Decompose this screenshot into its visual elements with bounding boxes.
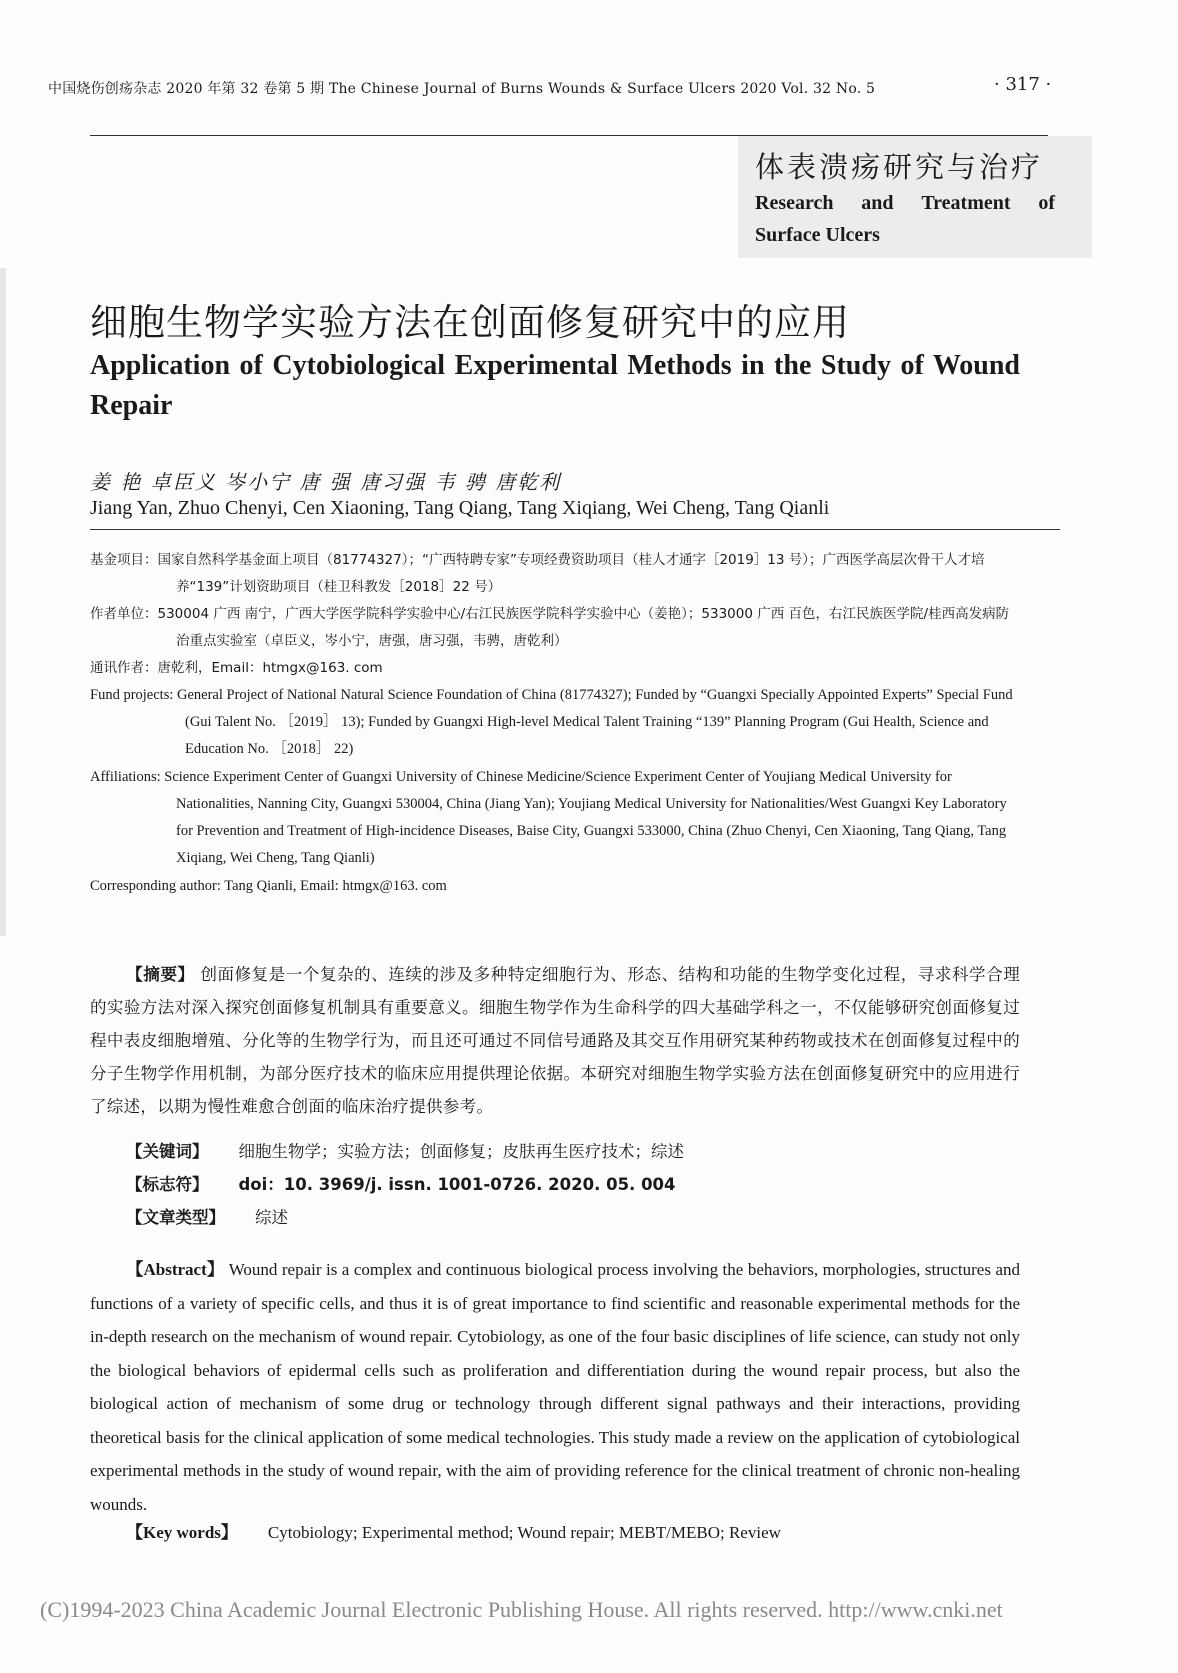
type-label-zh: 【文章类型】 — [126, 1208, 225, 1227]
affil-text-zh: 530004 广西 南宁，广西大学医学院科学实验中心/右江民族医学院科学实验中心（姜艳）；533000 广西 百色，右江民族医学院/桂西高发病防治重点实验室（卓臣义，岑小宁，唐强，唐习强，韦骋，唐乾利） — [157, 606, 1010, 649]
keywords-text-en: Cytobiology; Experimental method; Wound repair; MEBT/MEBO; Review — [267, 1523, 781, 1542]
fund-info-zh — [90, 547, 1020, 601]
abstract-text-zh: 创面修复是一个复杂的、连续的涉及多种特定细胞行为、形态、结构和功能的生物学变化过程，寻求科学合理的实验方法对深入探究创面修复机制具有重要意义。细胞生物学作为生命科学的四大基础学科之一，不仅能够研究创面修复过程中表皮细胞增殖、分化等的生物学行为，而且还可通过不同信号通路及其交互作用研究某种药物或技术在创面修复过程中的分子生物学作用机制，为部分医疗技术的临床应用提供理论依据。本研究对细胞生物学实验方法在创面修复研究中的应用进行了综述，以期为慢性难愈合创面的临床治疗提供参考。 — [90, 965, 1021, 1116]
copyright-footer: (C)1994-2023 China Academic Journal Electronic Publishing House. All rights reserved. http://www.cnki.net — [40, 1597, 1003, 1622]
affil-text-en: Science Experiment Center of Guangxi University of Chinese Medicine/Science Experiment Center of Youjiang Medical University for Nationalities, Nanning City, Guangxi 530004, China (Jiang Yan); Youjiang Medical University for Nationalities/West Guangxi Key Laboratory for Prevention and Treatment of High-incidence Diseases, Baise City, Guangxi 533000, China (Zhuo Chenyi, Cen Xiaoning, Tang Qiang, Tang Xiqiang, Wei Cheng, Tang Qianli) — [164, 769, 1007, 866]
doi-text: doi：10. 3969/j. issn. 1001-0726. 2020. 05. 004 — [238, 1175, 676, 1194]
affil-label-zh: 作者单位： — [90, 606, 158, 622]
corr-label-en: Corresponding author: — [90, 878, 221, 894]
fund-text-en: General Project of National Natural Science Foundation of China (81774327); Funded by “Guangxi Specially Appointed Experts” Special Fund (Gui Talent No. ［2019］ 13); Funded by Guangxi High-level Medical Talent Training “139” Planning Program (Gui Health, Science and Education No. ［2018］ 22) — [177, 687, 1013, 757]
fund-label-zh: 基金项目： — [90, 552, 158, 568]
section-word: of — [1038, 192, 1055, 214]
running-head: 中国烧伤创疡杂志 2020 年第 32 卷第 5 期 The Chinese Journal of Burns Wounds & Surface Ulcers 2020 Vol. 32 No. 5 — [48, 81, 876, 97]
corr-text-zh: 唐乾利，Email：htmgx@163. com — [157, 660, 383, 676]
keywords-label-en: 【Key words】 — [126, 1523, 238, 1542]
corresponding-zh — [90, 655, 1020, 682]
corr-text-en: Tang Qianli, Email: htmgx@163. com — [224, 878, 447, 894]
doi-label-zh: 【标志符】 — [126, 1175, 209, 1194]
section-word: and — [861, 192, 894, 214]
keywords-zh — [126, 1138, 684, 1162]
abstract-zh — [90, 958, 1020, 1123]
keywords-label-zh: 【关键词】 — [126, 1142, 209, 1161]
section-word: Treatment — [921, 192, 1011, 214]
fund-label-en: Fund projects: — [90, 687, 174, 703]
abstract-label-en: 【Abstract】 — [126, 1260, 225, 1279]
affiliation-en — [90, 764, 1020, 872]
authors-zh: 姜 艳 卓臣义 岑小宁 唐 强 唐习强 韦 骋 唐乾利 — [90, 470, 562, 494]
abstract-en — [90, 1253, 1020, 1521]
article-type-zh — [126, 1204, 288, 1228]
doi-zh — [126, 1171, 676, 1195]
abstract-text-en: Wound repair is a complex and continuous biological process involving the behaviors, morphologies, structures and functions of a variety of specific cells, and thus it is of great importance to find scientific and reasonable experimental methods for the in-depth research on the mechanism of wound repair. Cytobiology, as one of the four basic disciplines of life science, can study not only the biological behaviors of epidermal cells such as proliferation and differentiation during the wound repair process, but also the biological action of mechanism of some drug or technology through different signal pathways and their interactions, providing theoretical basis for the clinical application of some medical technologies. This study made a review on the application of cytobiological experimental methods in the study of wound repair, with the aim of providing reference for the clinical treatment of chronic non-healing wounds. — [90, 1260, 1020, 1514]
affil-label-en: Affiliations: — [90, 769, 161, 785]
article-title-en: Application of Cytobiological Experimental Methods in the Study of Wound Repair — [90, 350, 1020, 421]
corr-label-zh: 通讯作者： — [90, 660, 158, 676]
page-number: · 317 · — [994, 74, 1052, 95]
section-title-en-line2: Surface Ulcers — [755, 224, 880, 246]
section-word: Research — [755, 192, 834, 214]
authors-en: Jiang Yan, Zhuo Chenyi, Cen Xiaoning, Tang Qiang, Tang Xiqiang, Wei Cheng, Tang Qianli — [90, 497, 830, 519]
keywords-en — [126, 1518, 781, 1543]
fund-text-zh: 国家自然科学基金面上项目（81774327）；“广西特聘专家”专项经费资助项目（桂人才通字［2019］13 号）；广西医学高层次骨干人才培养“139”计划资助项目（桂卫科教发［2018］22 号） — [157, 552, 985, 595]
fund-info-en — [90, 682, 1020, 763]
authors-rule — [90, 529, 1060, 530]
affiliation-zh — [90, 601, 1020, 655]
keywords-text-zh: 细胞生物学；实验方法；创面修复；皮肤再生医疗技术；综述 — [238, 1142, 684, 1161]
section-title-en-line1 — [755, 192, 1055, 215]
type-text-zh: 综述 — [255, 1208, 288, 1227]
section-title-zh: 体表溃疡研究与治疗 — [755, 150, 1044, 184]
corresponding-en — [90, 873, 1020, 900]
article-title-zh: 细胞生物学实验方法在创面修复研究中的应用 — [90, 301, 850, 344]
scan-margin-shade — [0, 268, 6, 936]
abstract-label-zh: 【摘要】 — [126, 965, 195, 984]
